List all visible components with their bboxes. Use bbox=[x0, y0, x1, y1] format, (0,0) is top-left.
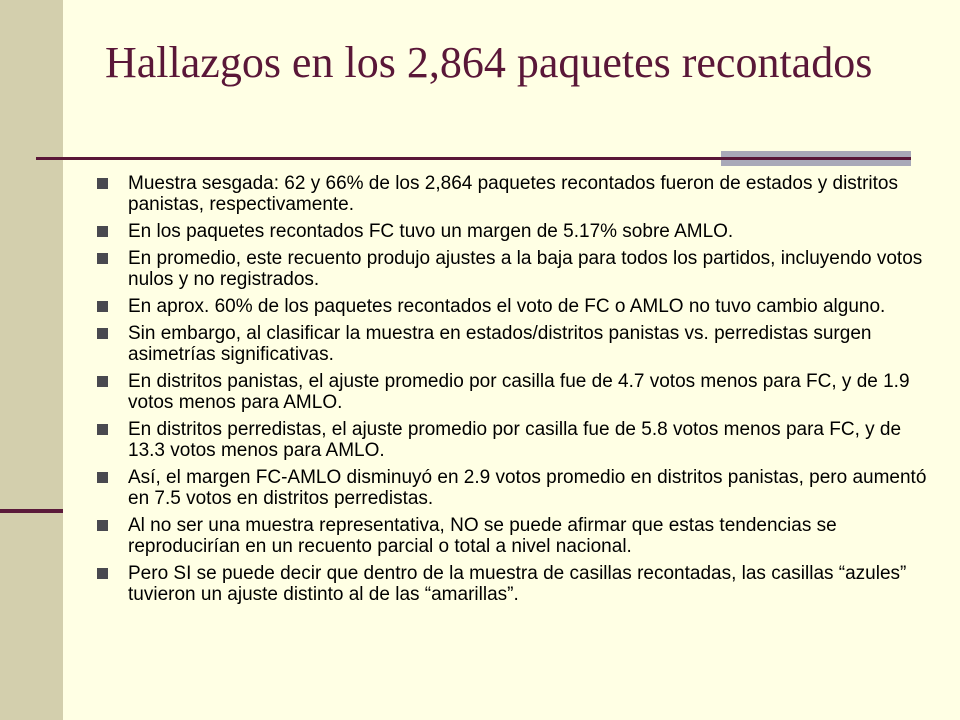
bullet-item bbox=[128, 371, 928, 413]
square-bullet-icon bbox=[97, 328, 108, 339]
square-bullet-icon bbox=[97, 226, 108, 237]
square-bullet-icon bbox=[97, 424, 108, 435]
bullet-text: Sin embargo, al clasificar la muestra en estados/distritos panistas vs. perredistas surgen asimetrías significativas. bbox=[128, 323, 872, 365]
square-bullet-icon bbox=[97, 376, 108, 387]
bullet-text: En distritos perredistas, el ajuste promedio por casilla fue de 5.8 votos menos para FC, y de 13.3 votos menos para AMLO. bbox=[128, 419, 902, 461]
square-bullet-icon bbox=[97, 178, 108, 189]
bullet-text: Al no ser una muestra representativa, NO se puede afirmar que estas tendencias se reproducirían en un recuento parcial o total a nivel nacional. bbox=[128, 515, 837, 557]
bullet-text: Así, el margen FC-AMLO disminuyó en 2.9 votos promedio en distritos panistas, pero aumentó en 7.5 votos en distritos perredistas. bbox=[128, 467, 927, 509]
bullet-item bbox=[128, 419, 928, 461]
bullet-item bbox=[128, 248, 928, 290]
bullet-item bbox=[128, 515, 928, 557]
bullet-item bbox=[128, 467, 928, 509]
bullet-text: En distritos panistas, el ajuste promedio por casilla fue de 4.7 votos menos para FC, y de 1.9 votos menos para AMLO. bbox=[128, 371, 910, 413]
slide-title: Hallazgos en los 2,864 paquetes recontados bbox=[105, 38, 873, 87]
bullet-item bbox=[128, 563, 928, 605]
bullet-text: En aprox. 60% de los paquetes recontados el voto de FC o AMLO no tuvo cambio alguno. bbox=[128, 296, 886, 317]
left-sidebar-band bbox=[0, 0, 63, 720]
left-accent-bar bbox=[0, 509, 63, 513]
bullet-list bbox=[128, 173, 928, 611]
square-bullet-icon bbox=[97, 520, 108, 531]
bullet-text: En los paquetes recontados FC tuvo un margen de 5.17% sobre AMLO. bbox=[128, 221, 734, 242]
square-bullet-icon bbox=[97, 568, 108, 579]
title-accent-bar-bottom bbox=[721, 160, 911, 166]
bullet-item bbox=[128, 173, 928, 215]
square-bullet-icon bbox=[97, 253, 108, 264]
bullet-item bbox=[128, 323, 928, 365]
bullet-text: Muestra sesgada: 62 y 66% de los 2,864 paquetes recontados fueron de estados y distritos panistas, respectivamente. bbox=[128, 173, 898, 215]
bullet-text: Pero SI se puede decir que dentro de la muestra de casillas recontadas, las casillas “azules” tuvieron un ajuste distinto al de las “amarillas”. bbox=[128, 563, 907, 605]
title-accent-bar-top bbox=[721, 151, 911, 157]
bullet-item bbox=[128, 296, 928, 317]
bullet-item bbox=[128, 221, 928, 242]
bullet-text: En promedio, este recuento produjo ajustes a la baja para todos los partidos, incluyendo votos nulos y no registrados. bbox=[128, 248, 923, 290]
square-bullet-icon bbox=[97, 301, 108, 312]
square-bullet-icon bbox=[97, 472, 108, 483]
